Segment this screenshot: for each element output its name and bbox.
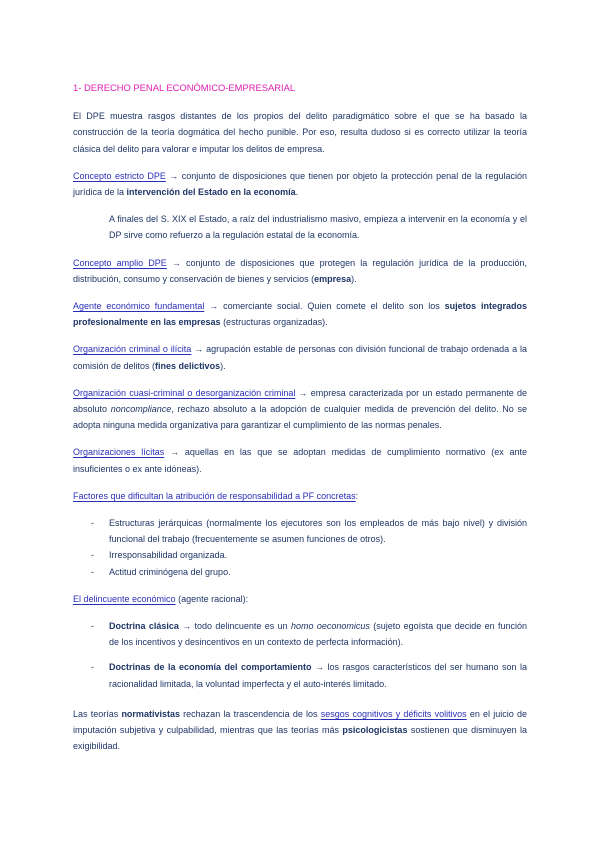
sesgos-underline: sesgos cognitivos y déficits volitivos (320, 708, 467, 719)
concepto-estricto-end: . (295, 187, 299, 198)
concepto-amplio-end: ). (351, 273, 357, 284)
dash-bullet: - (91, 662, 94, 673)
document-body (73, 80, 527, 755)
list-item (73, 618, 527, 650)
agente-paragraph (73, 298, 527, 330)
concepto-estricto-bold: intervención del Estado en la economía (126, 187, 296, 198)
dash-bullet: - (91, 518, 94, 529)
list-item-text: Actitud criminógena del grupo. (109, 566, 231, 577)
factores-colon: : (355, 490, 359, 501)
list-item (73, 515, 527, 547)
delincuente-term: El delincuente económico (73, 593, 176, 604)
list-item (73, 547, 527, 563)
normativistas-bold: normativistas (121, 708, 180, 719)
list-item (73, 659, 527, 691)
intro-paragraph: El DPE muestra rasgos distantes de los propios del delito paradigmático sobre el que se ha basado la construcción de la teoría dogmática del hecho punible. Por eso, resulta dudoso si es correcto utilizar la teoría clásica del delito para valorar e imputar los delitos de empresa. (73, 111, 527, 154)
section-title: 1- DERECHO PENAL ECONÓMICO-EMPRESARIAL (73, 82, 296, 93)
org-licitas-paragraph (73, 444, 527, 476)
agente-bold: sujetos integrados profesionalmente en las empresas (73, 301, 527, 328)
concepto-amplio-text: → conjunto de disposiciones que protegen la regulación jurídica de la producción, distribución, consumo y conservación de bienes y servicios ( (73, 257, 527, 284)
doctrina-clasica-text: → todo delincuente es un (178, 621, 291, 632)
conclusion-paragraph (73, 706, 527, 755)
concepto-estricto-text: → conjunto de disposiciones que tienen por objeto la protección penal de la regulación jurídica de la (73, 170, 527, 198)
list-item (73, 564, 527, 580)
dash-bullet: - (91, 566, 94, 577)
concepto-amplio-paragraph (73, 255, 527, 287)
doctrina-comportamiento-text: → los rasgos característicos del ser humano son la racionalidad limitada, la voluntad imperfecta y el auto-interés limitado. (109, 662, 528, 689)
dash-bullet: - (91, 621, 94, 632)
org-cuasi-paragraph (73, 385, 527, 434)
org-cuasi-italic: noncompliance (110, 404, 172, 415)
psicologicistas-bold: psicologicistas (342, 725, 408, 736)
concepto-amplio-term: Concepto amplio DPE (73, 257, 167, 268)
delincuente-text: (agente racional): (175, 593, 249, 604)
org-criminal-text: → agrupación estable de personas con división funcional de trabajo ordenada a la comisión de delitos ( (73, 344, 527, 371)
conclusion-text-3: en el juicio de imputación subjetiva y culpabilidad, mientras que las teorías más (73, 708, 527, 736)
doctrina-clasica-italic: homo oeconomicus (290, 621, 370, 632)
conclusion-text-4: sostienen que disminuyen la exigibilidad. (73, 725, 527, 752)
org-cuasi-end: , rechazo absoluto a la adopción de cualquier medida de prevención del delito. No se adopta ninguna medida organizativa para garantizar el cumplimiento de las normas penales. (73, 404, 527, 431)
org-cuasi-text: → empresa caracterizada por un estado permanente de absoluto (73, 387, 527, 415)
dash-bullet: - (91, 550, 94, 561)
concepto-estricto-term: Concepto estricto DPE (73, 170, 166, 181)
factores-heading (73, 488, 527, 504)
list-item-text: Irresponsabilidad organizada. (109, 550, 228, 561)
org-cuasi-term: Organización cuasi-criminal o desorganización criminal (73, 387, 296, 398)
concepto-estricto-paragraph (73, 168, 527, 200)
historia-paragraph: A finales del S. XIX el Estado, a raíz del industrialismo masivo, empieza a intervenir en la economía y el DP sirve como refuerzo a la regulación estatal de la economía. (109, 214, 527, 241)
org-licitas-term: Organizaciones lícitas (73, 447, 165, 458)
doctrina-comportamiento-bold: Doctrinas de la economía del comportamiento (109, 662, 312, 673)
org-criminal-term: Organización criminal o ilícita (73, 344, 192, 355)
conclusion-text-2: rechazan la trascendencia de los (179, 708, 321, 719)
org-criminal-end: ). (220, 360, 226, 371)
org-criminal-paragraph (73, 341, 527, 373)
doctrina-clasica-end: (sujeto egoísta que decide en función de los incentivos y desincentivos en un contexto de perfecta información). (109, 621, 528, 648)
factores-list (73, 515, 527, 580)
agente-text: → comerciante social. Quien comete el delito son los (204, 301, 445, 312)
list-item-text: Estructuras jerárquicas (normalmente los ejecutores son los empleados de más bajo nivel) y división funcional del trabajo (frecuentemente se asumen funciones de otros). (109, 518, 527, 545)
agente-end: (estructuras organizadas). (220, 317, 328, 328)
doctrina-clasica-bold: Doctrina clásica (109, 621, 179, 632)
delincuente-heading (73, 591, 527, 607)
conclusion-text-1: Las teorías (73, 708, 122, 719)
agente-term: Agente económico fundamental (73, 301, 205, 312)
org-criminal-bold: fines delictivos (155, 360, 221, 371)
delincuente-list (73, 618, 527, 692)
factores-term: Factores que dificultan la atribución de responsabilidad a PF concretas (73, 490, 356, 501)
concepto-amplio-bold: empresa (314, 273, 352, 284)
org-licitas-text: → aquellas en las que se adoptan medidas de cumplimiento normativo (ex ante insuficientes o ex ante idóneas). (73, 447, 527, 474)
